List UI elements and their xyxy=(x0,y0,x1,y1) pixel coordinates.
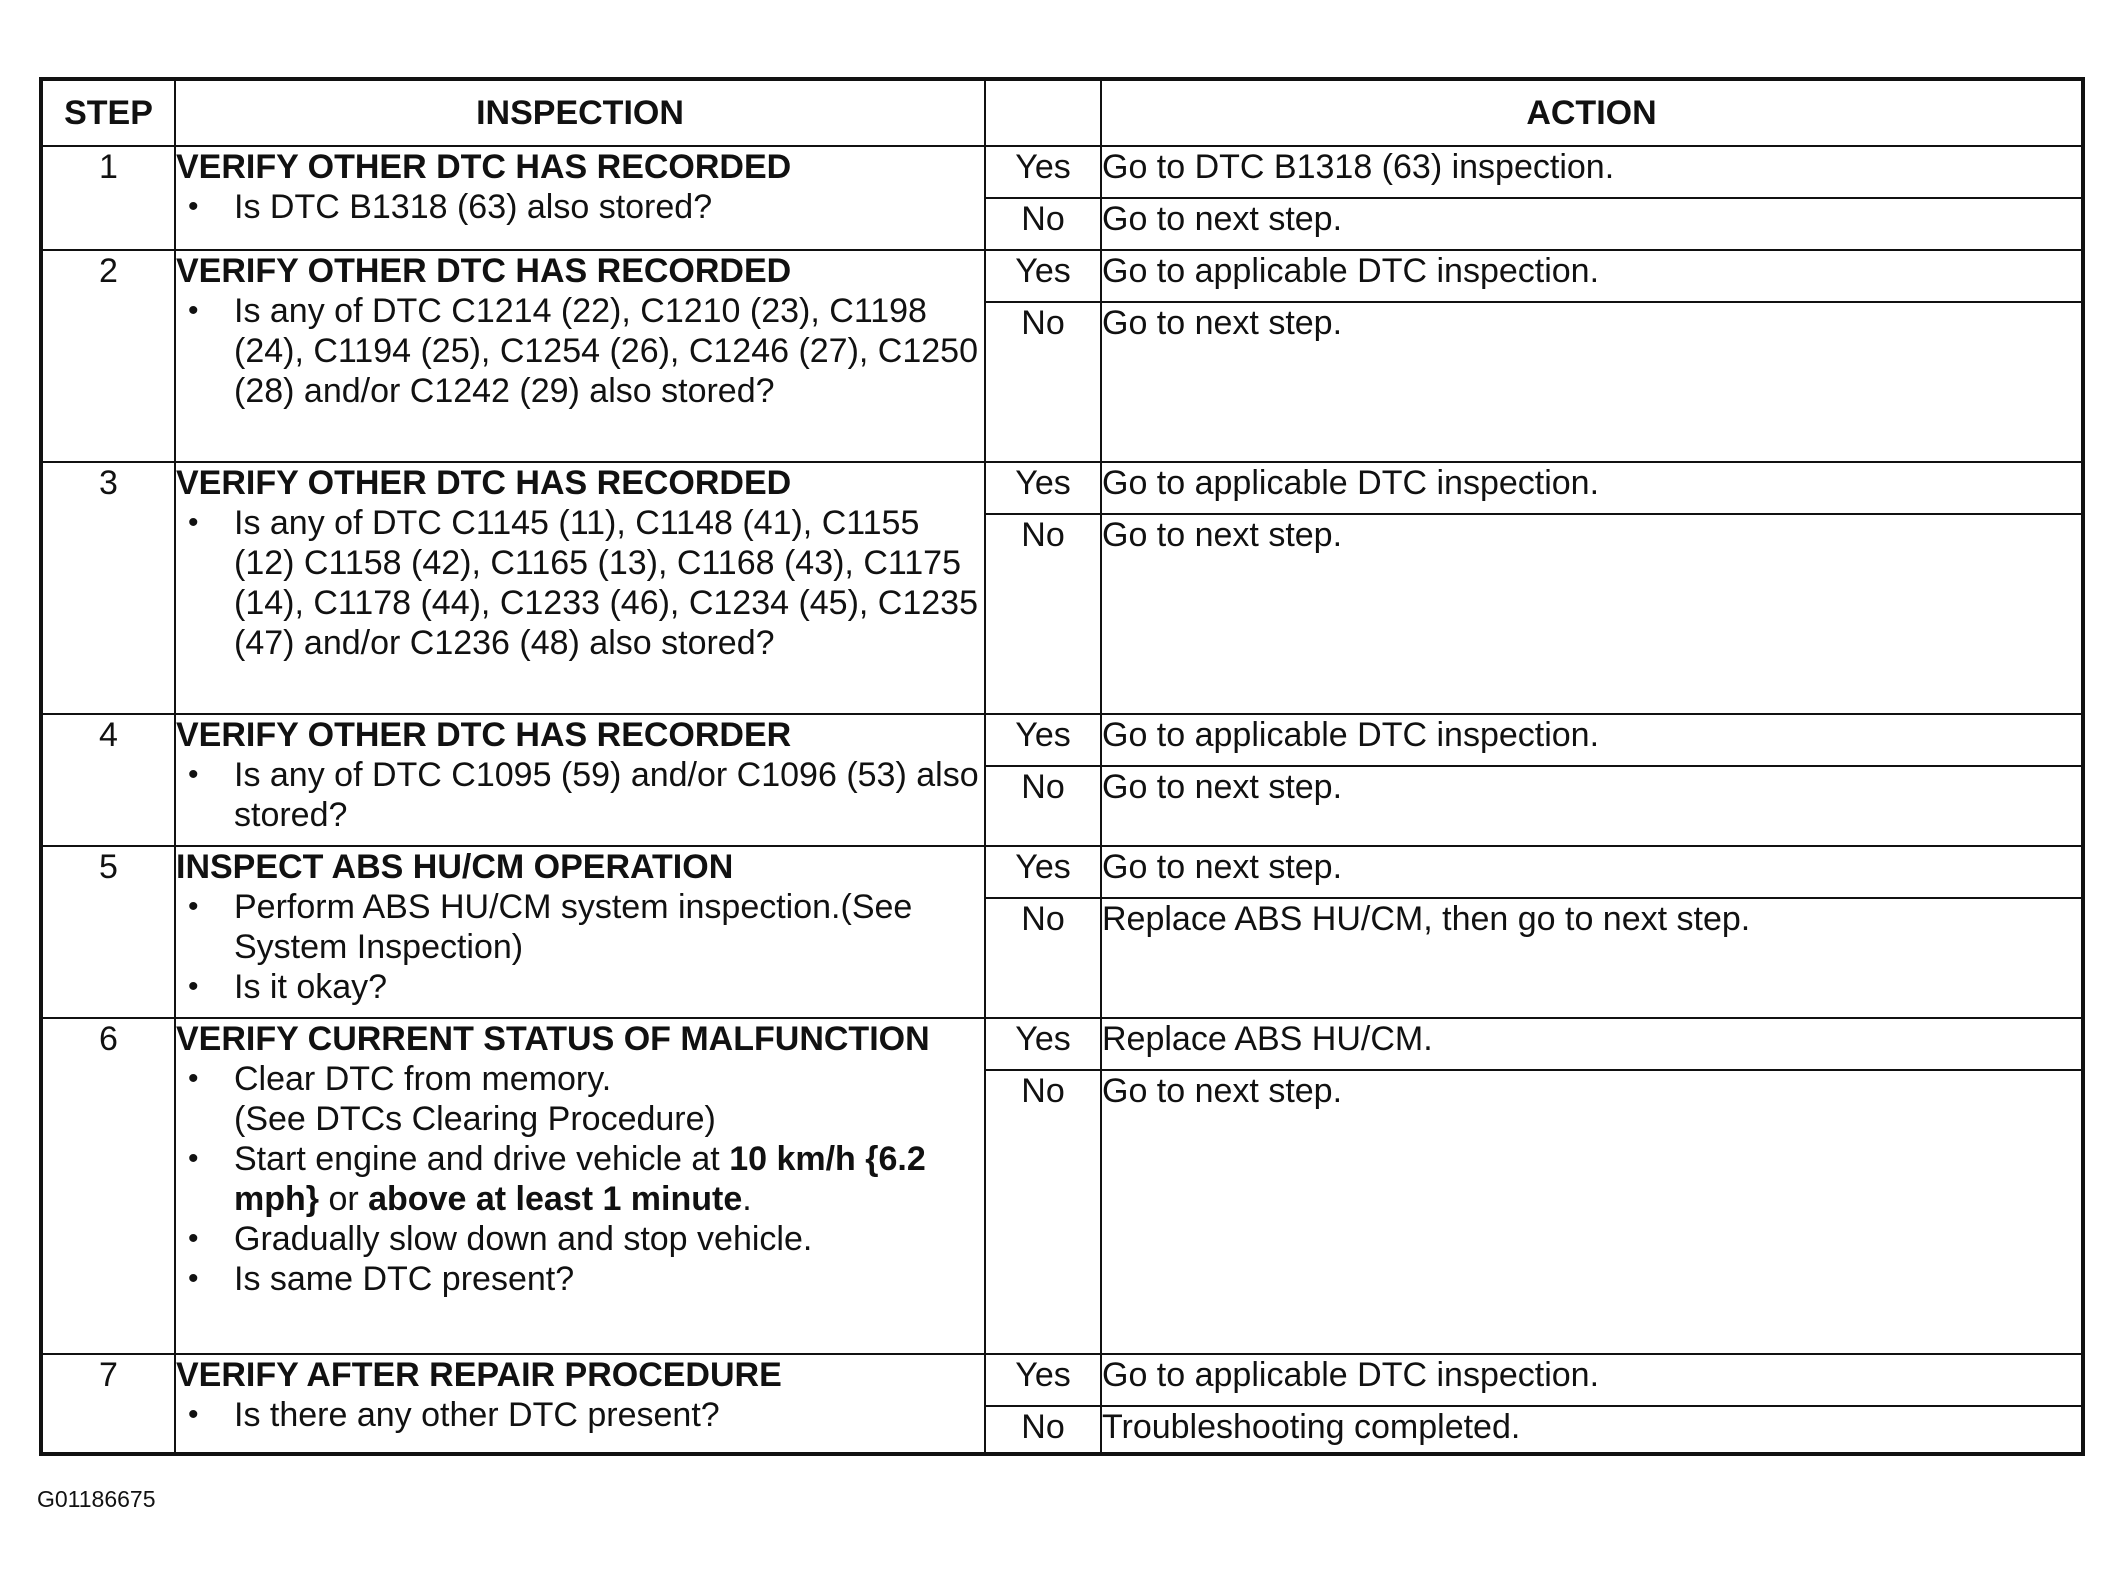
table-row xyxy=(41,846,2083,898)
header-step: STEP xyxy=(41,79,175,146)
bullet-emphasis: above at least 1 minute xyxy=(368,1180,743,1218)
inspection-title: VERIFY CURRENT STATUS OF MALFUNCTION xyxy=(176,1020,930,1058)
yes-action: Replace ABS HU/CM. xyxy=(1101,1018,2083,1070)
inspection-cell xyxy=(175,250,985,462)
step-number: 7 xyxy=(41,1354,175,1454)
inspection-title: VERIFY OTHER DTC HAS RECORDED xyxy=(176,464,792,502)
table-row xyxy=(41,714,2083,766)
inspection-title: VERIFY OTHER DTC HAS RECORDED xyxy=(176,252,792,290)
bullet-text: or xyxy=(319,1180,369,1218)
bullet-text: (See DTCs Clearing Procedure) xyxy=(234,1100,716,1138)
yes-action: Go to applicable DTC inspection. xyxy=(1101,462,2083,514)
figure-code: G01186675 xyxy=(37,1486,156,1512)
inspection-bullet: • Is it okay? xyxy=(176,967,984,1007)
diagnostic-table xyxy=(39,77,2085,1456)
step-number: 4 xyxy=(41,714,175,846)
yes-label: Yes xyxy=(985,462,1101,514)
yes-label: Yes xyxy=(985,846,1101,898)
no-label: No xyxy=(985,302,1101,462)
inspection-cell xyxy=(175,1018,985,1354)
inspection-cell xyxy=(175,846,985,1018)
inspection-bullet: • Is any of DTC C1095 (59) and/or C1096 (53) also stored? xyxy=(176,755,984,835)
header-row xyxy=(41,79,2083,146)
no-action: Go to next step. xyxy=(1101,198,2083,250)
inspection-title: VERIFY OTHER DTC HAS RECORDED xyxy=(176,148,792,186)
bullet-text: Start engine and drive vehicle at xyxy=(234,1140,730,1178)
yes-label: Yes xyxy=(985,250,1101,302)
table-row xyxy=(41,250,2083,302)
header-yesno xyxy=(985,79,1101,146)
step-number: 3 xyxy=(41,462,175,714)
inspection-bullet: • Perform ABS HU/CM system inspection.(See System Inspection) xyxy=(176,887,984,967)
yes-action: Go to applicable DTC inspection. xyxy=(1101,1354,2083,1406)
step-number: 1 xyxy=(41,146,175,250)
no-action: Replace ABS HU/CM, then go to next step. xyxy=(1101,898,2083,1018)
inspection-bullet: • Is any of DTC C1145 (11), C1148 (41), C1155 (12) C1158 (42), C1165 (13), C1168 (43), C1175 (14), C1178 (44), C1233 (46), C1234 (45), C1235 (47) and/or C1236 (48) also stored? xyxy=(176,503,984,663)
step-number: 2 xyxy=(41,250,175,462)
inspection-bullet: • Is there any other DTC present? xyxy=(176,1395,984,1435)
step-number: 5 xyxy=(41,846,175,1018)
no-label: No xyxy=(985,198,1101,250)
inspection-bullet xyxy=(176,1059,984,1139)
bullet-text: . xyxy=(742,1180,752,1218)
no-label: No xyxy=(985,1070,1101,1354)
inspection-bullet: • Is same DTC present? xyxy=(176,1259,984,1299)
no-action: Go to next step. xyxy=(1101,514,2083,714)
inspection-title: VERIFY OTHER DTC HAS RECORDER xyxy=(176,716,792,754)
inspection-title: INSPECT ABS HU/CM OPERATION xyxy=(176,848,734,886)
no-label: No xyxy=(985,898,1101,1018)
bullet-text: Clear DTC from memory. xyxy=(234,1060,612,1098)
no-label: No xyxy=(985,514,1101,714)
table-row xyxy=(41,1018,2083,1070)
no-action: Troubleshooting completed. xyxy=(1101,1406,2083,1454)
header-inspection: INSPECTION xyxy=(175,79,985,146)
no-action: Go to next step. xyxy=(1101,766,2083,846)
bullet-emphasis: 10 km/h {6.2 mph} xyxy=(234,1140,926,1218)
inspection-bullet xyxy=(176,1139,984,1219)
yes-label: Yes xyxy=(985,1018,1101,1070)
no-label: No xyxy=(985,1406,1101,1454)
yes-action: Go to applicable DTC inspection. xyxy=(1101,250,2083,302)
step-number: 6 xyxy=(41,1018,175,1354)
no-label: No xyxy=(985,766,1101,846)
yes-label: Yes xyxy=(985,1354,1101,1406)
inspection-title: VERIFY AFTER REPAIR PROCEDURE xyxy=(176,1356,782,1394)
inspection-bullet: • Is any of DTC C1214 (22), C1210 (23), C1198 (24), C1194 (25), C1254 (26), C1246 (27), C1250 (28) and/or C1242 (29) also stored? xyxy=(176,291,984,411)
yes-action: Go to next step. xyxy=(1101,846,2083,898)
inspection-cell xyxy=(175,1354,985,1454)
yes-action: Go to applicable DTC inspection. xyxy=(1101,714,2083,766)
yes-label: Yes xyxy=(985,146,1101,198)
no-action: Go to next step. xyxy=(1101,1070,2083,1354)
yes-label: Yes xyxy=(985,714,1101,766)
inspection-cell xyxy=(175,462,985,714)
inspection-bullet: • Is DTC B1318 (63) also stored? xyxy=(176,187,984,227)
inspection-bullet: • Gradually slow down and stop vehicle. xyxy=(176,1219,984,1259)
header-action: ACTION xyxy=(1101,79,2083,146)
table-row xyxy=(41,1354,2083,1406)
table-row xyxy=(41,146,2083,198)
yes-action: Go to DTC B1318 (63) inspection. xyxy=(1101,146,2083,198)
inspection-cell xyxy=(175,146,985,250)
table-row xyxy=(41,462,2083,514)
no-action: Go to next step. xyxy=(1101,302,2083,462)
inspection-cell xyxy=(175,714,985,846)
